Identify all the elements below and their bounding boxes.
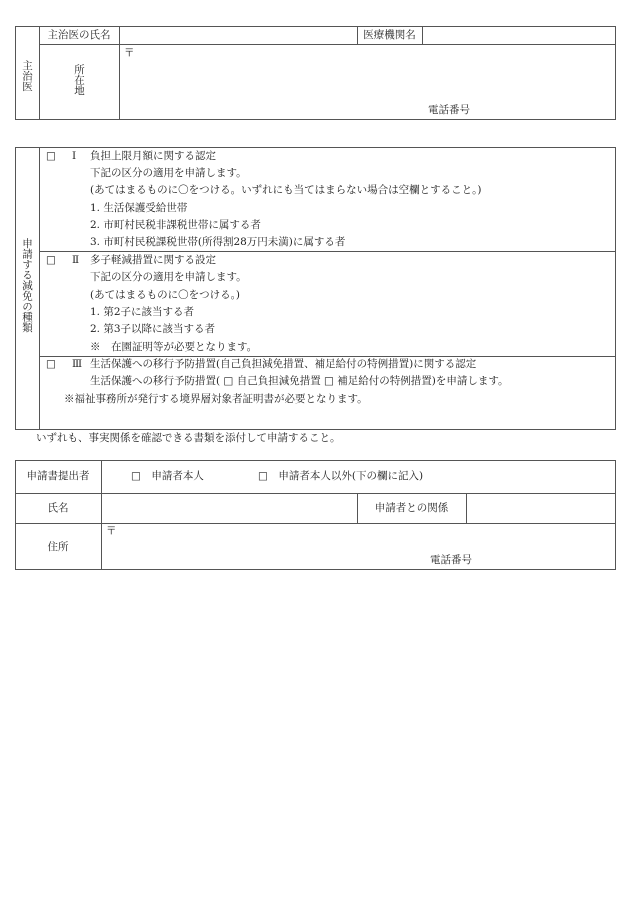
divider [39,251,616,252]
doctor-section-label: 主治医 [21,60,33,92]
option-item[interactable]: 1. 生活保護受給世帯 [90,202,188,214]
name-label: 氏名 [47,502,69,514]
option-self-checkbox[interactable]: □ 申請者本人 [131,470,204,482]
reduction-section-label: 申請する減免の種類 [21,238,33,333]
institution-label: 医療機関名 [363,29,416,41]
section-line: (あてはまるものに〇をつける。いずれにも当てはまらない場合は空欄とすること。) [90,184,482,196]
option-item[interactable]: 3. 市町村民税課税世帯(所得割28万円未満)に属する者 [90,236,346,248]
doctor-name-field[interactable] [120,27,356,43]
divider [39,147,40,430]
section-2-title: 多子軽減措置に関する設定 [90,254,216,266]
name-field[interactable] [102,494,356,522]
doctor-phone-label: 電話番号 [428,104,470,116]
option-item[interactable]: 1. 第2子に該当する者 [90,306,195,318]
postal-mark: 〒 [106,525,117,537]
section-note: ※福祉事務所が発行する境界層対象者証明書が必要となります。 [64,393,368,405]
checkbox-section-3[interactable]: □ [46,358,56,370]
doctor-address-label: 所在地 [73,64,85,96]
numeral-3: Ⅲ [72,358,83,370]
section-line: 下記の区分の適用を申請します。 [90,167,247,179]
checkbox-section-2[interactable]: □ [46,254,56,266]
section-1-title: 負担上限月額に関する認定 [90,150,216,162]
relation-field[interactable] [467,494,615,522]
section-note: ※ 在園証明等が必要となります。 [90,341,258,353]
address-label: 住所 [47,541,69,553]
section-line: 生活保護への移行予防措置( □ 自己負担減免措置 □ 補足給付の特例措置)を申請します。 [90,375,509,387]
numeral-2: Ⅱ [72,254,80,266]
doctor-name-label: 主治医の氏名 [47,29,111,41]
option-item[interactable]: 2. 市町村民税非課税世帯に属する者 [90,219,261,231]
phone-label: 電話番号 [430,554,472,566]
checkbox-section-1[interactable]: □ [46,150,56,162]
option-item[interactable]: 2. 第3子以降に該当する者 [90,323,216,335]
option-other-checkbox[interactable]: □ 申請者本人以外(下の欄に記入) [258,470,424,482]
section-3-title: 生活保護への移行予防措置(自己負担減免措置、補足給付の特例措置)に関する認定 [90,358,477,370]
institution-field[interactable] [423,27,615,43]
section-line: (あてはまるものに〇をつける。) [90,289,240,301]
postal-mark: 〒 [124,47,135,59]
attachment-note: いずれも、事実関係を確認できる書類を添付して申請すること。 [36,432,341,444]
divider [39,44,616,45]
relation-label: 申請者との関係 [374,502,449,514]
numeral-1: Ⅰ [72,150,77,162]
section-line: 下記の区分の適用を申請します。 [90,271,247,283]
submitter-label: 申請書提出者 [26,470,90,482]
